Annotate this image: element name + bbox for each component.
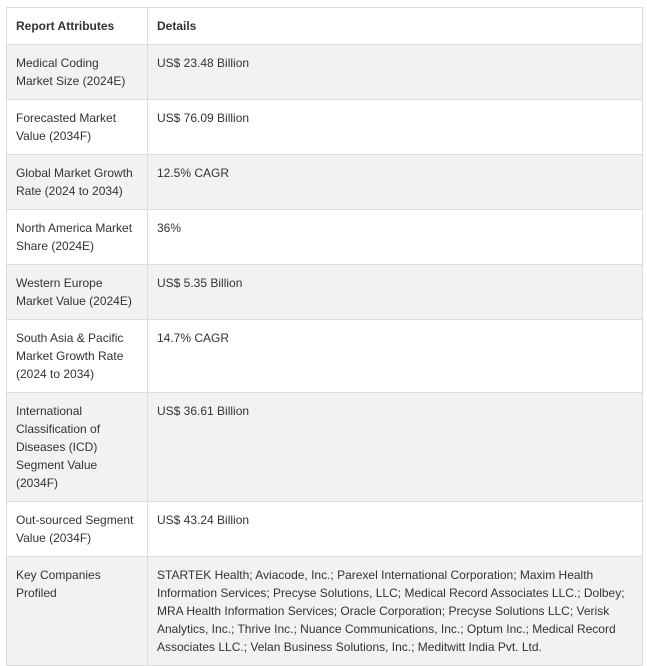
table-row bbox=[7, 45, 643, 100]
table-row bbox=[7, 100, 643, 155]
table-row bbox=[7, 393, 643, 502]
attribute-cell: South Asia & Pacific Market Growth Rate (2024 to 2034) bbox=[7, 320, 148, 393]
details-cell: 14.7% CAGR bbox=[148, 320, 643, 393]
details-cell: 36% bbox=[148, 210, 643, 265]
table-row bbox=[7, 210, 643, 265]
attribute-cell: Global Market Growth Rate (2024 to 2034) bbox=[7, 155, 148, 210]
table-row bbox=[7, 502, 643, 557]
details-cell: US$ 36.61 Billion bbox=[148, 393, 643, 502]
table-row bbox=[7, 265, 643, 320]
header-report-attributes: Report Attributes bbox=[7, 8, 148, 45]
details-cell: US$ 5.35 Billion bbox=[148, 265, 643, 320]
details-cell: US$ 43.24 Billion bbox=[148, 502, 643, 557]
attribute-cell: International Classification of Diseases (ICD) Segment Value (2034F) bbox=[7, 393, 148, 502]
table-row bbox=[7, 155, 643, 210]
attribute-cell: Medical Coding Market Size (2024E) bbox=[7, 45, 148, 100]
header-details: Details bbox=[148, 8, 643, 45]
attribute-cell: North America Market Share (2024E) bbox=[7, 210, 148, 265]
report-attributes-table bbox=[6, 7, 643, 666]
attribute-cell: Key Companies Profiled bbox=[7, 557, 148, 666]
details-cell: 12.5% CAGR bbox=[148, 155, 643, 210]
table-row bbox=[7, 557, 643, 666]
details-cell: STARTEK Health; Aviacode, Inc.; Parexel International Corporation; Maxim Health Information Services; Precyse Solutions, LLC; Medical Record Associates LLC.; Dolbey; MRA Health Information Services; Oracle Corporation; Precyse Solutions LLC; Verisk Analytics, Inc.; Thrive Inc.; Nuance Communications, Inc.; Optum Inc.; Medical Record Associates LLC.; Velan Business Solutions, Inc.; Meditwitt India Pvt. Ltd. bbox=[148, 557, 643, 666]
details-cell: US$ 76.09 Billion bbox=[148, 100, 643, 155]
table-row bbox=[7, 320, 643, 393]
details-cell: US$ 23.48 Billion bbox=[148, 45, 643, 100]
attribute-cell: Western Europe Market Value (2024E) bbox=[7, 265, 148, 320]
attribute-cell: Out-sourced Segment Value (2034F) bbox=[7, 502, 148, 557]
table-header-row bbox=[7, 8, 643, 45]
attribute-cell: Forecasted Market Value (2034F) bbox=[7, 100, 148, 155]
